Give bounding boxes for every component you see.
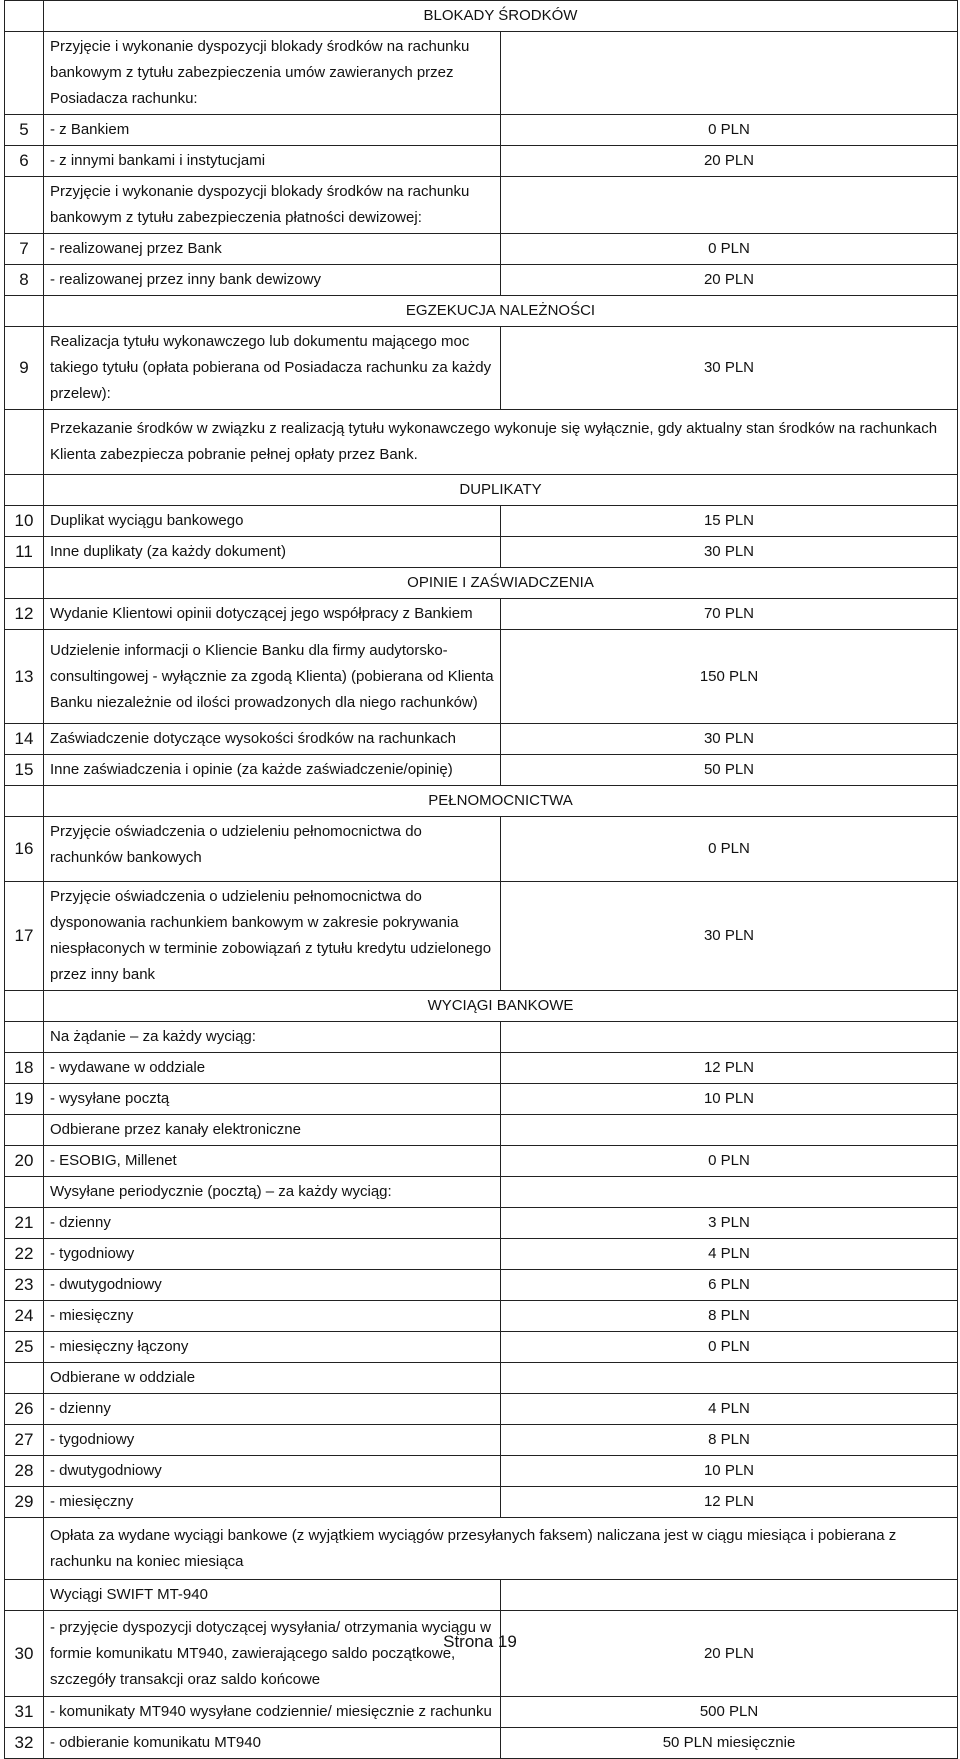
table-row xyxy=(5,817,958,882)
row-number: 19 xyxy=(5,1084,44,1115)
note-swift: Wyciągi SWIFT MT-940 xyxy=(44,1580,501,1611)
row-number: 27 xyxy=(5,1425,44,1456)
table-row xyxy=(5,1697,958,1728)
table-row xyxy=(5,1611,958,1697)
row-number: 28 xyxy=(5,1456,44,1487)
row-fee: 0 PLN xyxy=(501,1146,958,1177)
table-row xyxy=(5,265,958,296)
row-description: - tygodniowy xyxy=(44,1425,501,1456)
row-number: 20 xyxy=(5,1146,44,1177)
note-egzekucja: Przekazanie środków w związku z realizacją tytułu wykonawczego wykonuje się wyłącznie, gdy aktualny stan środków na rachunkach Klienta zabezpiecza pobranie pełnej opłaty przez Bank. xyxy=(44,410,958,475)
table-row xyxy=(5,1728,958,1759)
section-row xyxy=(5,475,958,506)
table-row xyxy=(5,1487,958,1518)
row-number: 9 xyxy=(5,327,44,410)
table-row xyxy=(5,1425,958,1456)
row-fee: 3 PLN xyxy=(501,1208,958,1239)
row-fee: 10 PLN xyxy=(501,1456,958,1487)
row-number: 21 xyxy=(5,1208,44,1239)
row-description: Inne duplikaty (za każdy dokument) xyxy=(44,537,501,568)
row-number: 29 xyxy=(5,1487,44,1518)
row-fee: 50 PLN xyxy=(501,755,958,786)
row-fee: 20 PLN xyxy=(501,265,958,296)
row-description: Wydanie Klientowi opinii dotyczącej jego współpracy z Bankiem xyxy=(44,599,501,630)
note-periodycznie: Wysyłane periodycznie (pocztą) – za każdy wyciąg: xyxy=(44,1177,501,1208)
note-blokady-platnosci: Przyjęcie i wykonanie dyspozycji blokady środków na rachunku bankowym z tytułu zabezpieczenia płatności dewizowej: xyxy=(44,177,501,234)
row-fee: 15 PLN xyxy=(501,506,958,537)
table-row xyxy=(5,234,958,265)
row-fee: 4 PLN xyxy=(501,1394,958,1425)
row-number: 11 xyxy=(5,537,44,568)
row-number: 12 xyxy=(5,599,44,630)
empty-num-cell xyxy=(5,1,44,32)
row-description: - wydawane w oddziale xyxy=(44,1053,501,1084)
row-number: 24 xyxy=(5,1301,44,1332)
row-fee: 500 PLN xyxy=(501,1697,958,1728)
row-description: - dzienny xyxy=(44,1394,501,1425)
note-oplata: Opłata za wydane wyciągi bankowe (z wyjątkiem wyciągów przesyłanych faksem) naliczana jest w ciągu miesiąca i pobierana z rachunku na koniec miesiąca xyxy=(44,1518,958,1580)
row-number: 13 xyxy=(5,630,44,724)
row-number: 23 xyxy=(5,1270,44,1301)
row-fee: 6 PLN xyxy=(501,1270,958,1301)
row-number: 16 xyxy=(5,817,44,882)
table-row xyxy=(5,1239,958,1270)
row-description: - miesięczny xyxy=(44,1487,501,1518)
row-number: 14 xyxy=(5,724,44,755)
section-header-duplikaty: DUPLIKATY xyxy=(44,475,958,506)
table-row xyxy=(5,630,958,724)
row-description: - z Bankiem xyxy=(44,115,501,146)
table-row xyxy=(5,1084,958,1115)
row-description: - odbieranie komunikatu MT940 xyxy=(44,1728,501,1759)
row-fee: 0 PLN xyxy=(501,817,958,882)
table-row xyxy=(5,1301,958,1332)
row-number: 26 xyxy=(5,1394,44,1425)
row-fee: 0 PLN xyxy=(501,1332,958,1363)
section-header-opinie: OPINIE I ZAŚWIADCZENIA xyxy=(44,568,958,599)
section-header-wyciagi: WYCIĄGI BANKOWE xyxy=(44,991,958,1022)
row-fee: 10 PLN xyxy=(501,1084,958,1115)
table-row xyxy=(5,1208,958,1239)
table-row xyxy=(5,1456,958,1487)
note-row xyxy=(5,410,958,475)
section-row xyxy=(5,568,958,599)
row-description: - wysyłane pocztą xyxy=(44,1084,501,1115)
table-row xyxy=(5,115,958,146)
note-row xyxy=(5,1580,958,1611)
note-row xyxy=(5,1022,958,1053)
row-fee: 8 PLN xyxy=(501,1301,958,1332)
row-fee: 70 PLN xyxy=(501,599,958,630)
table-row xyxy=(5,537,958,568)
row-number: 8 xyxy=(5,265,44,296)
table-row xyxy=(5,599,958,630)
section-row xyxy=(5,1,958,32)
row-fee: 4 PLN xyxy=(501,1239,958,1270)
row-description: - dwutygodniowy xyxy=(44,1456,501,1487)
row-description: - ESOBIG, Millenet xyxy=(44,1146,501,1177)
section-row xyxy=(5,991,958,1022)
row-description: - komunikaty MT940 wysyłane codziennie/ miesięcznie z rachunku xyxy=(44,1697,501,1728)
note-row xyxy=(5,1115,958,1146)
table-row xyxy=(5,882,958,991)
table-row xyxy=(5,1270,958,1301)
row-fee: 12 PLN xyxy=(501,1487,958,1518)
row-description: - miesięczny xyxy=(44,1301,501,1332)
note-row xyxy=(5,32,958,115)
row-fee: 30 PLN xyxy=(501,537,958,568)
note-blokady-umow: Przyjęcie i wykonanie dyspozycji blokady środków na rachunku bankowym z tytułu zabezpieczenia umów zawieranych przez Posiadacza rachunku: xyxy=(44,32,501,115)
table-row xyxy=(5,1146,958,1177)
row-description: - realizowanej przez Bank xyxy=(44,234,501,265)
section-row xyxy=(5,296,958,327)
table-row xyxy=(5,327,958,410)
note-row xyxy=(5,1177,958,1208)
row-number: 30 xyxy=(5,1611,44,1697)
row-description: - przyjęcie dyspozycji dotyczącej wysyłania/ otrzymania wyciągu w formie komunikatu MT940, zawierającego saldo początkowe, szczegóły transakcji oraz saldo końcowe xyxy=(44,1611,501,1697)
row-description: Inne zaświadczenia i opinie (za każde zaświadczenie/opinię) xyxy=(44,755,501,786)
note-w-oddziale: Odbierane w oddziale xyxy=(44,1363,501,1394)
section-header-egzekucja: EGZEKUCJA NALEŻNOŚCI xyxy=(44,296,958,327)
row-number: 5 xyxy=(5,115,44,146)
row-fee: 30 PLN xyxy=(501,724,958,755)
row-number: 6 xyxy=(5,146,44,177)
section-header-blokady: BLOKADY ŚRODKÓW xyxy=(44,1,958,32)
note-row xyxy=(5,1518,958,1580)
row-fee: 8 PLN xyxy=(501,1425,958,1456)
table-row xyxy=(5,724,958,755)
row-fee: 0 PLN xyxy=(501,234,958,265)
row-fee: 30 PLN xyxy=(501,327,958,410)
row-description: - tygodniowy xyxy=(44,1239,501,1270)
row-description: - z innymi bankami i instytucjami xyxy=(44,146,501,177)
row-number: 10 xyxy=(5,506,44,537)
table-row xyxy=(5,146,958,177)
row-number: 7 xyxy=(5,234,44,265)
row-description: Udzielenie informacji o Kliencie Banku dla firmy audytorsko-consultingowej - wyłącznie za zgodą Klienta) (pobierana od Klienta Banku niezależnie od ilości prowadzonych dla niego rachunków) xyxy=(44,630,501,724)
section-header-pelnomocnictwa: PEŁNOMOCNICTWA xyxy=(44,786,958,817)
row-description: - miesięczny łączony xyxy=(44,1332,501,1363)
row-fee: 30 PLN xyxy=(501,882,958,991)
table-row xyxy=(5,1053,958,1084)
row-fee: 12 PLN xyxy=(501,1053,958,1084)
row-description: Przyjęcie oświadczenia o udzieleniu pełnomocnictwa do dysponowania rachunkiem bankowym w zakresie pokrywania niespłaconych w terminie zobowiązań z tytułu kredytu udzielonego przez inny bank xyxy=(44,882,501,991)
row-number: 22 xyxy=(5,1239,44,1270)
note-kanaly: Odbierane przez kanały elektroniczne xyxy=(44,1115,501,1146)
row-fee: 20 PLN xyxy=(501,1611,958,1697)
table-row xyxy=(5,1394,958,1425)
row-number: 31 xyxy=(5,1697,44,1728)
row-description: - dzienny xyxy=(44,1208,501,1239)
row-fee: 20 PLN xyxy=(501,146,958,177)
row-description: Realizacja tytułu wykonawczego lub dokumentu mającego moc takiego tytułu (opłata pobierana od Posiadacza rachunku za każdy przelew): xyxy=(44,327,501,410)
section-row xyxy=(5,786,958,817)
row-description: - dwutygodniowy xyxy=(44,1270,501,1301)
row-description: Przyjęcie oświadczenia o udzieleniu pełnomocnictwa do rachunków bankowych xyxy=(44,817,501,882)
page-number: Strona 19 xyxy=(443,1632,517,1651)
table-row xyxy=(5,1332,958,1363)
row-number: 32 xyxy=(5,1728,44,1759)
note-row xyxy=(5,177,958,234)
row-fee: 0 PLN xyxy=(501,115,958,146)
table-row xyxy=(5,506,958,537)
row-number: 25 xyxy=(5,1332,44,1363)
fee-table xyxy=(4,0,958,1759)
row-fee: 50 PLN miesięcznie xyxy=(501,1728,958,1759)
row-description: - realizowanej przez inny bank dewizowy xyxy=(44,265,501,296)
row-description: Zaświadczenie dotyczące wysokości środków na rachunkach xyxy=(44,724,501,755)
row-number: 17 xyxy=(5,882,44,991)
row-description: Duplikat wyciągu bankowego xyxy=(44,506,501,537)
row-number: 15 xyxy=(5,755,44,786)
note-na-zadanie: Na żądanie – za każdy wyciąg: xyxy=(44,1022,501,1053)
row-number: 18 xyxy=(5,1053,44,1084)
table-row xyxy=(5,755,958,786)
row-fee: 150 PLN xyxy=(501,630,958,724)
note-row xyxy=(5,1363,958,1394)
